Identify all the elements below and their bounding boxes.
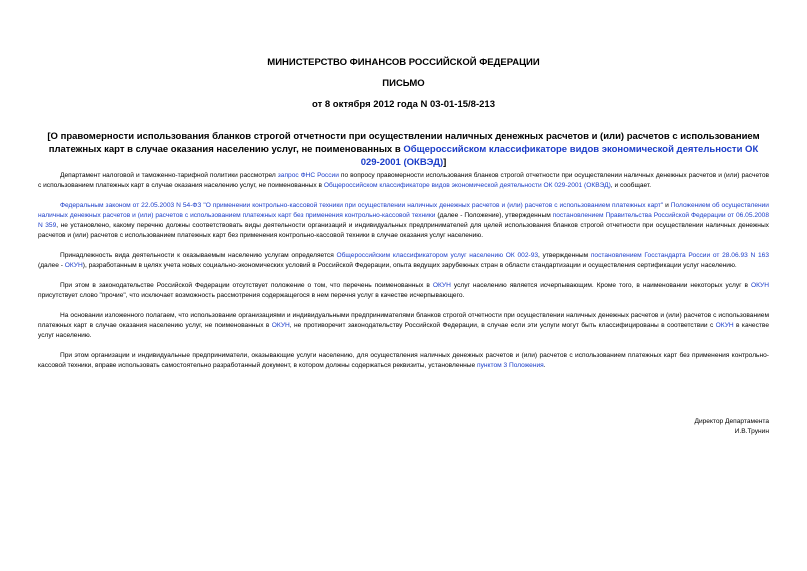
- paragraph-text: в качестве услуг населению.: [38, 322, 769, 339]
- title-bracket-close: ]: [443, 157, 447, 168]
- paragraph-text: На основании изложенного полагаем, что использование организациями и индивидуальными предпринимателями бланков строгой отчетности при осуществлении наличных денежных расчетов и (или) расчетов с использованием платежных карт в случае оказания населению услуг, не поименованных в: [38, 312, 769, 329]
- paragraph-2: [38, 201, 769, 241]
- paragraph-text: ), разработанным в целях учета новых социально-экономических условий в Российской Федерации, опыта ведущих зарубежных стран в области стандартизации и осуществления сертификации услуг населению.: [82, 262, 737, 269]
- paragraph-text: , и сообщает.: [610, 182, 652, 189]
- signatory-position: Директор Департамента: [694, 418, 769, 425]
- paragraph-text: по вопросу правомерности использования бланков строгой отчетности при осуществлении наличных денежных расчетов и (или) расчетов с использованием платежных карт в случае оказания населению услуг, не поименованных в: [38, 172, 770, 189]
- paragraph-4: [38, 281, 769, 301]
- link-okun-classifier[interactable]: Общероссийским классификатором услуг населению ОК 002-93: [336, 252, 539, 259]
- document-date-number: от 8 октября 2012 года N 03-01-15/8-213: [312, 99, 495, 110]
- link-okved[interactable]: Общероссийском классификаторе видов экономической деятельности ОК 029-2001 (ОКВЭД): [323, 182, 611, 189]
- document-title: [44, 130, 763, 169]
- link-okun[interactable]: ОКУН: [271, 322, 290, 329]
- title-link-okved[interactable]: Общероссийском классификаторе видов экономической деятельности ОК 029-2001 (ОКВЭД): [360, 144, 759, 168]
- paragraph-text: , утвержденным: [538, 252, 591, 259]
- paragraph-text: При этом в законодательстве Российской Федерации отсутствует положение о том, что перечень поименованных в: [60, 282, 433, 289]
- link-okun[interactable]: ОКУН: [715, 322, 734, 329]
- title-bracket-open: [: [47, 131, 51, 142]
- paragraph-text: Принадлежность вида деятельности к оказываемым населению услугам определяется: [60, 252, 337, 259]
- link-okun[interactable]: ОКУН: [432, 282, 451, 289]
- paragraph-3: [38, 251, 769, 271]
- paragraph-text: услуг населению является исчерпывающим. Кроме того, в наименовании некоторых услуг в: [450, 282, 751, 289]
- link-regulation-item-3[interactable]: пунктом 3 Положения: [477, 362, 544, 369]
- signatory-name: И.В.Трунин: [734, 428, 769, 435]
- paragraph-text: , не установлено, какому перечню должны соответствовать виды деятельности организаций и индивидуальных предпринимателей для целей использования бланков строгой отчетности при осуществлении наличных денежных расчетов и (или) расчетов с использованием платежных карт без применения контрольно-кассовой техники в случае оказания услуг населению.: [38, 222, 769, 239]
- paragraph-text: Департамент налоговой и таможенно-тарифной политики рассмотрел: [60, 172, 278, 179]
- link-fns-request[interactable]: запрос ФНС России: [277, 172, 339, 179]
- ministry-heading: МИНИСТЕРСТВО ФИНАНСОВ РОССИЙСКОЙ ФЕДЕРАЦИИ: [267, 57, 540, 68]
- document-body: [38, 171, 769, 381]
- title-text: О правомерности использования бланков строгой отчетности при осуществлении наличных денежных расчетов и (или) расчетов с использованием платежных карт в случае оказания населению услуг, не поименованных в: [48, 131, 760, 155]
- signature-block: [694, 417, 769, 437]
- paragraph-text: (далее - Положение), утвержденным: [435, 212, 553, 219]
- paragraph-text: , не противоречит законодательству Российской Федерации, в случае если эти услуги могут быть классифицированы в соответствии с: [289, 322, 716, 329]
- document-type: ПИСЬМО: [382, 78, 425, 89]
- paragraph-text: При этом организации и индивидуальные предприниматели, оказывающие услуги населению, для осуществления наличных денежных расчетов и (или) расчетов с использованием платежных карт без применения контрольно-кассовой техники, вправе использовать самостоятельно разработанный документ, в котором должны содержаться реквизиты, установленные: [38, 352, 769, 369]
- link-okun[interactable]: ОКУН: [751, 282, 769, 289]
- link-federal-law-54[interactable]: Федеральным законом от 22.05.2003 N 54-ФЗ "О применении контрольно-кассовой техники при осуществлении наличных денежных расчетов и (или) расчетов с использованием платежных карт": [60, 202, 664, 209]
- link-regulation[interactable]: Положением об осуществлении наличных денежных расчетов и (или) расчетов с использованием платежных карт без применения контрольно-кассовой техники: [38, 202, 769, 219]
- paragraph-6: [38, 351, 769, 371]
- link-okun[interactable]: ОКУН: [64, 262, 83, 269]
- link-government-decree-359[interactable]: постановлением Правительства Российской Федерации от 06.05.2008 N 359: [38, 212, 769, 229]
- paragraph-1: [38, 171, 769, 191]
- link-gosstandart-decree[interactable]: постановлением Госстандарта России от 28.06.93 N 163: [590, 252, 769, 259]
- paragraph-text: (далее -: [38, 262, 65, 269]
- paragraph-text: .: [543, 362, 546, 369]
- paragraph-5: [38, 311, 769, 341]
- paragraph-text: присутствует слово "прочие", что исключает возможность рассмотрения содержащегося в нем перечня услуг в качестве исчерпывающего.: [38, 292, 465, 299]
- paragraph-text: и: [663, 202, 671, 209]
